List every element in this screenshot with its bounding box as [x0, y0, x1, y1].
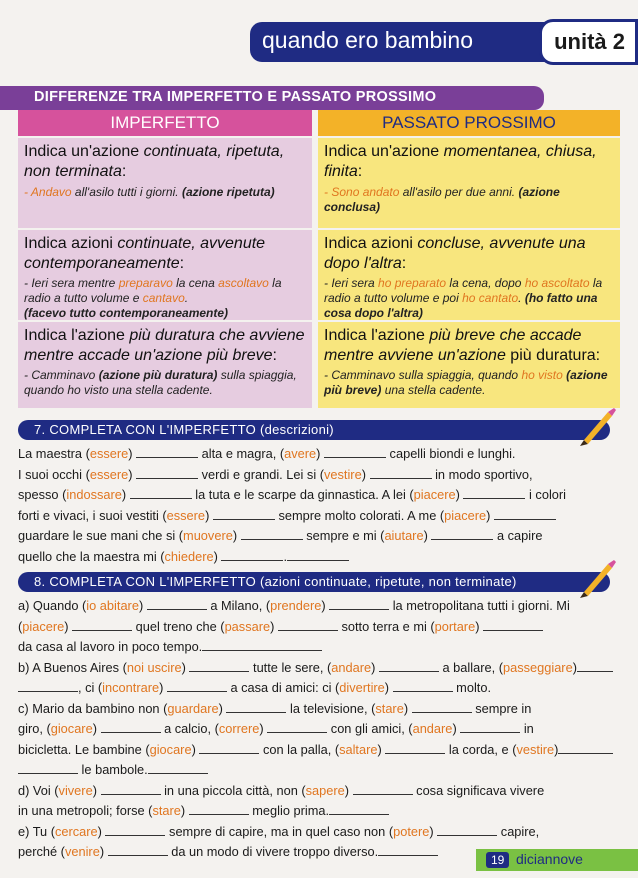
- exercise-text: tutte le sere, (: [249, 659, 332, 675]
- verb-hint: indossare: [66, 487, 122, 502]
- exercise-text: ): [316, 446, 324, 461]
- exercise-8-text: [18, 596, 613, 863]
- answer-blank[interactable]: [278, 618, 338, 631]
- header-imperfetto: IMPERFETTO: [18, 110, 312, 136]
- exercise-text: quel treno che (: [132, 618, 225, 634]
- exercise-text: quello che la maestra mi (: [18, 548, 165, 564]
- exercise-text: (: [18, 618, 23, 634]
- exercise-text: meglio prima.: [248, 803, 330, 818]
- rule-text: Indica l'azione più breve che accade mentre avviene un'azione più duratura:: [324, 327, 601, 364]
- exercise-text: ): [180, 803, 189, 818]
- answer-blank[interactable]: [287, 548, 349, 561]
- exercise-text: ): [191, 741, 200, 757]
- exercise-text: ): [213, 548, 222, 564]
- exercise-text: la televisione, (: [286, 700, 376, 716]
- exercise-text: con la palla, (: [259, 741, 340, 757]
- exercise-text: ): [344, 782, 353, 798]
- answer-blank[interactable]: [213, 507, 275, 520]
- exercise-line: [18, 719, 613, 740]
- exercise-text: guardare le sue mani che si (: [18, 528, 184, 543]
- exercise-text: le bambole.: [78, 762, 148, 777]
- exercise-line: [18, 485, 613, 506]
- verb-hint: muovere: [183, 528, 233, 543]
- exercise-text: ): [181, 659, 190, 675]
- verb-hint: sapere: [305, 782, 345, 798]
- exercise-text: ): [423, 528, 432, 543]
- answer-blank[interactable]: [167, 679, 227, 692]
- page-number: 19: [486, 852, 509, 868]
- footer-bar: [476, 849, 638, 871]
- exercise-7-bar: [18, 420, 610, 440]
- verb-hint: incontrare: [102, 680, 160, 695]
- verb-hint: avere: [284, 446, 317, 461]
- verb-hint: aiutare: [384, 528, 424, 543]
- rule-text: Indica un'azione momentanea, chiusa, finita:: [324, 143, 597, 180]
- verb-hint: vestire: [516, 741, 555, 757]
- exercise-text: ): [128, 446, 137, 461]
- exercise-text: i colori: [525, 487, 567, 502]
- verb-hint: venire: [64, 844, 100, 859]
- exercise-text: in una piccola città, non (: [160, 782, 306, 798]
- verb-hint: potere: [393, 823, 430, 839]
- answer-blank[interactable]: [241, 527, 303, 540]
- exercise-text: in una metropoli; forse (: [18, 803, 153, 818]
- exercise-text: ): [371, 659, 379, 675]
- exercise-line: [18, 658, 613, 679]
- exercise-line: [18, 444, 613, 465]
- example-text: - Camminavo (azione più duratura) sulla spiaggia, quando ho visto una stella cadente.: [24, 368, 297, 397]
- answer-blank[interactable]: [221, 548, 283, 561]
- answer-blank[interactable]: [379, 659, 439, 672]
- answer-blank[interactable]: [385, 741, 445, 754]
- section-title: DIFFERENZE TRA IMPERFETTO E PASSATO PROSSIMO: [34, 89, 437, 105]
- answer-blank[interactable]: [189, 659, 249, 672]
- exercise-text: capire,: [497, 823, 540, 839]
- answer-blank[interactable]: [101, 720, 161, 733]
- exercise-text: a capire: [493, 528, 543, 543]
- cell-passato-1: [318, 138, 620, 228]
- answer-blank[interactable]: [105, 823, 165, 836]
- exercise-text: a calcio, (: [160, 721, 219, 736]
- exercise-text: ): [128, 466, 137, 482]
- exercise-text: ): [92, 782, 101, 798]
- verb-hint: saltare: [339, 741, 378, 757]
- exercise-8-title: 8. COMPLETA CON L'IMPERFETTO (azioni continuate, ripetute, non terminate): [34, 574, 517, 589]
- answer-blank[interactable]: [329, 597, 389, 610]
- exercise-text: ): [259, 721, 268, 736]
- unit-header: [250, 22, 638, 62]
- answer-blank[interactable]: [412, 700, 472, 713]
- exercise-text: in: [520, 721, 534, 736]
- verb-hint: cercare: [54, 823, 98, 839]
- answer-blank[interactable]: [199, 741, 259, 754]
- exercise-text: con gli amici, (: [327, 721, 413, 736]
- exercise-8-bar: [18, 572, 610, 592]
- verb-hint: andare: [412, 721, 453, 736]
- exercise-text: giro, (: [18, 721, 51, 736]
- answer-blank[interactable]: [483, 618, 543, 631]
- exercise-line: [18, 637, 613, 658]
- pencil-icon: [574, 556, 618, 600]
- rule-text: Indica azioni continuate, avvenute contemporaneamente:: [24, 235, 266, 272]
- answer-blank[interactable]: [189, 802, 249, 815]
- exercise-text: ): [121, 487, 130, 502]
- exercise-text: da casa al lavoro in poco tempo.: [18, 639, 203, 654]
- exercise-text: ): [64, 618, 73, 634]
- example-text: - Ieri sera mentre preparavo la cena ascoltavo la radio a tutto volume e cantavo. (facevo tutto contemporaneamente): [24, 276, 282, 320]
- chapter-title: quando ero bambino: [262, 27, 473, 53]
- exercise-7-title: 7. COMPLETA CON L'IMPERFETTO (descrizioni): [34, 422, 334, 437]
- example-text: - Camminavo sulla spiaggia, quando ho visto (azione più breve) una stella cadente.: [324, 368, 608, 397]
- answer-blank[interactable]: [148, 761, 208, 774]
- exercise-text: I suoi occhi (: [18, 466, 90, 482]
- answer-blank[interactable]: [262, 638, 322, 651]
- verb-hint: piacere: [444, 507, 487, 523]
- answer-blank[interactable]: [147, 597, 207, 610]
- exercise-text: ): [138, 598, 147, 613]
- exercise-text: bicicletta. Le bambine (: [18, 741, 150, 757]
- exercise-text: d) Voi (: [18, 782, 59, 798]
- exercise-line: [18, 547, 613, 568]
- unit-label: unità 2: [539, 19, 638, 65]
- exercise-text: ): [455, 487, 464, 502]
- exercise-text: ): [403, 700, 412, 716]
- verb-hint: piacere: [413, 487, 456, 502]
- exercise-text: sotto terra e mi (: [337, 618, 435, 634]
- exercise-text: a ballare, (: [438, 659, 503, 675]
- verb-hint: essere: [89, 466, 129, 482]
- verb-hint: correre: [218, 721, 260, 736]
- cell-imperfetto-2: [18, 230, 312, 320]
- verb-hint: chiedere: [164, 548, 214, 564]
- exercise-text: ): [205, 507, 213, 523]
- verb-hint: giocare: [50, 721, 93, 736]
- exercise-line: [18, 596, 613, 617]
- exercise-text: cosa significava vivere: [412, 782, 545, 798]
- exercise-line: [18, 465, 613, 486]
- exercise-text: ): [377, 741, 386, 757]
- exercise-line: [18, 740, 613, 761]
- exercise-text: da un modo di vivere troppo diverso.: [167, 844, 379, 859]
- exercise-text: ): [429, 823, 438, 839]
- answer-blank[interactable]: [558, 741, 613, 754]
- exercise-text: sempre molto colorati. A me (: [274, 507, 445, 523]
- exercise-line: [18, 699, 613, 720]
- exercise-text: spesso (: [18, 487, 67, 502]
- exercise-line: [18, 822, 613, 843]
- exercise-text: sempre e mi (: [302, 528, 385, 543]
- exercise-text: la corda, e (: [445, 741, 517, 757]
- rule-text: Indica l'azione più duratura che avviene mentre accade un'azione più breve:: [24, 327, 305, 364]
- exercise-text: ): [159, 680, 167, 695]
- cell-imperfetto-3: [18, 322, 312, 408]
- exercise-text: .: [283, 548, 287, 564]
- answer-blank[interactable]: [577, 659, 613, 672]
- exercise-text: capelli biondi e lunghi.: [386, 446, 516, 461]
- exercise-text: ): [321, 598, 330, 613]
- exercise-line: [18, 801, 613, 822]
- exercise-line: [18, 781, 613, 802]
- example-text: - Sono andato all'asilo per due anni. (azione conclusa): [324, 185, 560, 214]
- exercise-text: e) Tu (: [18, 823, 55, 839]
- verb-hint: vivere: [58, 782, 93, 798]
- exercise-text: a) Quando (: [18, 598, 87, 613]
- answer-blank[interactable]: [329, 802, 389, 815]
- exercise-text: , ci (: [78, 680, 103, 695]
- exercise-text: verdi e grandi. Lei si (: [198, 466, 324, 482]
- answer-blank[interactable]: [267, 720, 327, 733]
- exercise-line: [18, 760, 613, 781]
- header-passato-prossimo: PASSATO PROSSIMO: [318, 110, 620, 136]
- answer-blank[interactable]: [202, 638, 262, 651]
- pencil-icon: [574, 404, 618, 448]
- rule-text: Indica azioni concluse, avvenute una dopo l'altra:: [324, 235, 586, 272]
- answer-blank[interactable]: [101, 782, 161, 795]
- exercise-text: sempre in: [471, 700, 532, 716]
- cell-passato-2: [318, 230, 620, 320]
- verb-hint: andare: [331, 659, 372, 675]
- cell-imperfetto-1: [18, 138, 312, 228]
- cell-passato-3: [318, 322, 620, 408]
- exercise-text: perché (: [18, 844, 65, 859]
- answer-blank[interactable]: [324, 445, 386, 458]
- exercise-text: a casa di amici: ci (: [226, 680, 340, 695]
- exercise-text: a Milano, (: [206, 598, 271, 613]
- exercise-text: ): [92, 721, 101, 736]
- section-band: [0, 86, 532, 110]
- answer-blank[interactable]: [437, 823, 497, 836]
- exercise-text: la metropolitana tutti i giorni. Mi: [389, 598, 570, 613]
- exercise-text: ): [475, 618, 484, 634]
- answer-blank[interactable]: [431, 527, 493, 540]
- exercise-text: ): [218, 700, 227, 716]
- exercise-text: alta e magra, (: [198, 446, 285, 461]
- verb-hint: noi uscire: [126, 659, 182, 675]
- exercise-text: forti e vivaci, i suoi vestiti (: [18, 507, 167, 523]
- page-word: diciannove: [516, 851, 583, 867]
- exercise-line: [18, 526, 613, 547]
- answer-blank[interactable]: [226, 700, 286, 713]
- exercise-text: ): [384, 680, 393, 695]
- verb-hint: portare: [434, 618, 476, 634]
- exercise-text: b) A Buenos Aires (: [18, 659, 127, 675]
- exercise-text: ): [361, 466, 370, 482]
- answer-blank[interactable]: [130, 486, 192, 499]
- exercise-text: ): [99, 844, 108, 859]
- example-text: - Ieri sera ho preparato la cena, dopo ho ascoltato la radio a tutto volume e poi ho cantato. (ho fatto una cosa dopo l'altra): [324, 276, 603, 320]
- exercise-text: ): [97, 823, 106, 839]
- verb-hint: vestire: [324, 466, 362, 482]
- exercise-text: ): [554, 741, 559, 757]
- example-text: - Andavo all'asilo tutti i giorni. (azione ripetuta): [24, 185, 275, 199]
- answer-blank[interactable]: [18, 761, 78, 774]
- section-band-tab: [516, 86, 544, 110]
- answer-blank[interactable]: [463, 486, 525, 499]
- exercise-text: ): [486, 507, 494, 523]
- verb-hint: stare: [375, 700, 404, 716]
- exercise-text: La maestra (: [18, 446, 90, 461]
- exercise-text: ): [270, 618, 278, 634]
- answer-blank[interactable]: [18, 679, 78, 692]
- exercise-text: ): [232, 528, 241, 543]
- verb-hint: piacere: [22, 618, 65, 634]
- answer-blank[interactable]: [136, 445, 198, 458]
- exercise-text: molto.: [452, 680, 492, 695]
- exercise-line: [18, 678, 613, 699]
- answer-blank[interactable]: [136, 466, 198, 479]
- exercise-text: la tuta e le scarpe da ginnastica. A lei (: [191, 487, 414, 502]
- verb-hint: essere: [166, 507, 206, 523]
- rule-text: Indica un'azione continuata, ripetuta, non terminata:: [24, 143, 285, 180]
- answer-blank[interactable]: [108, 843, 168, 856]
- verb-hint: guardare: [167, 700, 219, 716]
- exercise-7-text: [18, 444, 613, 567]
- verb-hint: prendere: [270, 598, 322, 613]
- answer-blank[interactable]: [370, 466, 432, 479]
- answer-blank[interactable]: [72, 618, 132, 631]
- answer-blank[interactable]: [353, 782, 413, 795]
- exercise-line: [18, 617, 613, 638]
- comparison-table: [18, 110, 620, 410]
- exercise-text: ): [452, 721, 461, 736]
- answer-blank[interactable]: [460, 720, 520, 733]
- verb-hint: giocare: [149, 741, 192, 757]
- verb-hint: passare: [224, 618, 271, 634]
- verb-hint: io abitare: [86, 598, 139, 613]
- verb-hint: passeggiare: [502, 659, 573, 675]
- verb-hint: essere: [89, 446, 129, 461]
- verb-hint: divertire: [339, 680, 385, 695]
- exercise-text: ): [572, 659, 577, 675]
- exercise-text: in modo sportivo,: [431, 466, 533, 482]
- exercise-text: c) Mario da bambino non (: [18, 700, 168, 716]
- answer-blank[interactable]: [494, 507, 556, 520]
- exercise-line: [18, 506, 613, 527]
- verb-hint: stare: [152, 803, 181, 818]
- exercise-text: sempre di capire, ma in quel caso non (: [165, 823, 394, 839]
- answer-blank[interactable]: [378, 843, 438, 856]
- answer-blank[interactable]: [393, 679, 453, 692]
